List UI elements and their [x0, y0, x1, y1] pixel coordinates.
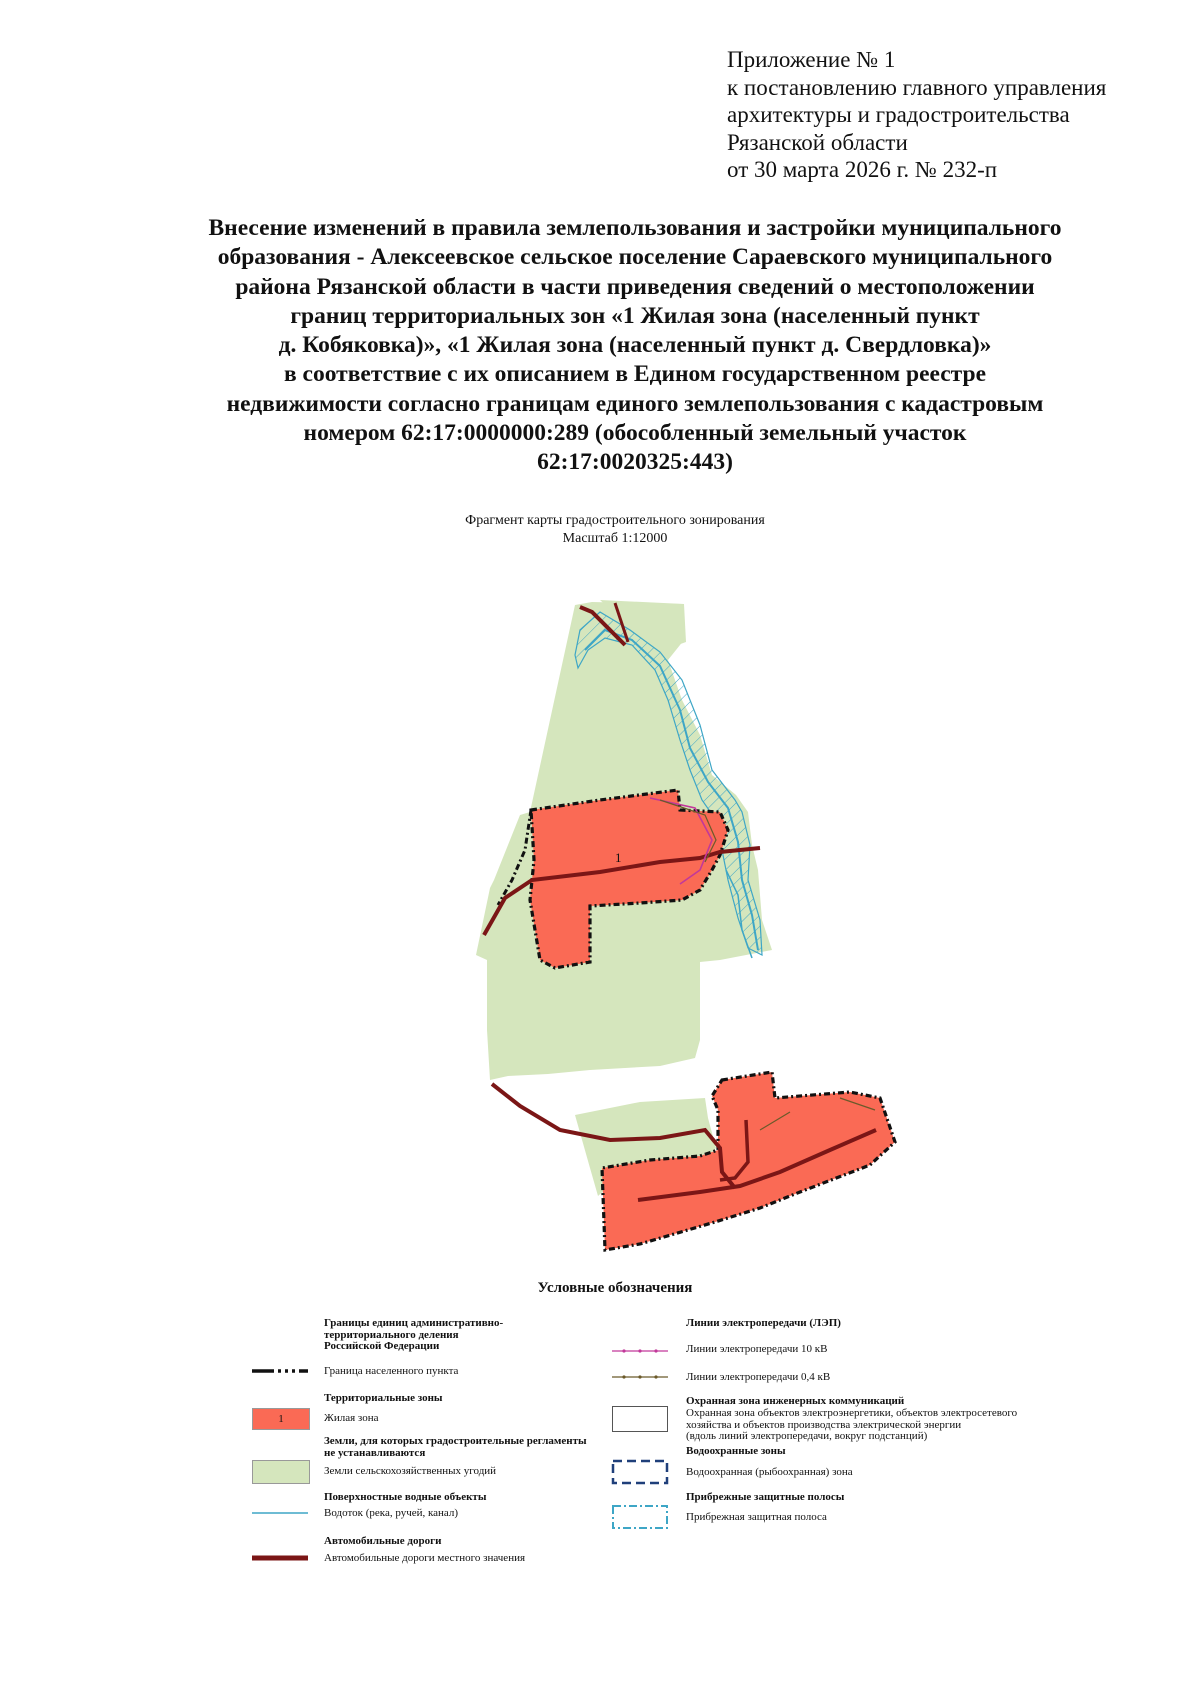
- legend-waterprot-header: Водоохранные зоны: [686, 1445, 786, 1457]
- title-line: номером 62:17:0000000:289 (обособленный земельный участок: [303, 420, 967, 447]
- title-line: в соответствие с их описанием в Едином государственном реестре: [283, 361, 987, 388]
- title-line: Внесение изменений в правила землепользования и застройки муниципального: [208, 215, 1062, 241]
- title-line: района Рязанской области в части приведения сведений о местоположении: [235, 273, 1035, 300]
- appendix-line: Приложение № 1: [727, 47, 896, 72]
- legend-power-header: Линии электропередачи (ЛЭП): [686, 1317, 841, 1329]
- legend-protect-desc-line: Охранная зона объектов электроэнергетики, объектов электросетевого: [686, 1407, 1018, 1419]
- title-line: 62:17:0020325:443): [537, 449, 733, 476]
- legend-power04: Линии электропередачи 0,4 кВ: [686, 1371, 831, 1383]
- legend-admin-header-line: территориального деления: [324, 1328, 459, 1341]
- settlement-boundary-symbol: [250, 1366, 310, 1376]
- zone-label: 1: [615, 850, 622, 865]
- appendix-line: Рязанской области: [727, 129, 908, 155]
- protect-zone-symbol: [612, 1406, 668, 1432]
- power-10kv-symbol: [610, 1346, 670, 1356]
- legend-settlement-boundary: Граница населенного пункта: [324, 1365, 459, 1377]
- legend-protect-desc-line: (вдоль линий электропередачи, вокруг подстанций): [686, 1430, 928, 1442]
- legend-protect-header: Охранная зона инженерных коммуникаций: [686, 1395, 905, 1407]
- legend-noreg-header-line: не устанавливаются: [324, 1446, 426, 1459]
- title-line: образования - Алексеевское сельское поселение Сараевского муниципального: [217, 244, 1053, 271]
- legend-roads-header: Автомобильные дороги: [324, 1535, 442, 1547]
- legend-noreg-header-line: Земли, для которых градостроительные регламенты: [324, 1435, 587, 1447]
- water-protection-symbol: [610, 1458, 670, 1486]
- legend-power10: Линии электропередачи 10 кВ: [686, 1343, 828, 1355]
- legend-watercourse: Водоток (река, ручей, канал): [324, 1507, 459, 1519]
- legend-water-header: Поверхностные водные объекты: [324, 1491, 487, 1503]
- legend-local-roads: Автомобильные дороги местного значения: [324, 1552, 526, 1564]
- legend-agricultural: Земли сельскохозяйственных угодий: [324, 1465, 497, 1477]
- legend-protect-desc: [686, 1408, 1017, 1443]
- legend-admin-header: [324, 1318, 503, 1353]
- legend-coastal: Прибрежная защитная полоса: [686, 1511, 827, 1523]
- legend-protect-desc-line: хозяйства и объектов производства электрической энергии: [686, 1418, 962, 1431]
- legend-residential: Жилая зона: [324, 1412, 379, 1424]
- title-line: недвижимости согласно границам единого землепользования с кадастровым: [226, 390, 1044, 417]
- local-road-symbol: [250, 1553, 310, 1563]
- title-line: д. Кобяковка)», «1 Жилая зона (населенный пункт д. Свердловка)»: [278, 332, 992, 359]
- map-caption-text: Фрагмент карты градостроительного зонирования: [465, 513, 765, 528]
- title-line: границ территориальных зон «1 Жилая зона (населенный пункт: [290, 302, 980, 329]
- legend-admin-header-line: Границы единиц административно-: [324, 1317, 504, 1329]
- appendix-line: от 30 марта 2026 г. № 232-п: [727, 157, 998, 182]
- legend-title: Условные обозначения: [537, 1280, 693, 1296]
- agricultural-symbol: [252, 1460, 310, 1484]
- appendix-line: к постановлению главного управления: [727, 74, 1107, 100]
- legend-zones-header: Территориальные зоны: [324, 1392, 443, 1404]
- legend-noreg-header: [324, 1436, 587, 1459]
- legend-waterprot: Водоохранная (рыбоохранная) зона: [686, 1466, 853, 1478]
- legend-admin-header-line: Российской Федерации: [324, 1340, 440, 1352]
- map-scale: Масштаб 1:12000: [562, 531, 668, 546]
- residential-zone-symbol: 1: [252, 1408, 310, 1430]
- power-04kv-symbol: [610, 1372, 670, 1382]
- coastal-strip-symbol: [610, 1503, 670, 1531]
- appendix-line: архитектуры и градостроительства: [727, 102, 1070, 127]
- legend-coastal-header: Прибрежные защитные полосы: [686, 1491, 845, 1503]
- watercourse-symbol: [250, 1508, 310, 1518]
